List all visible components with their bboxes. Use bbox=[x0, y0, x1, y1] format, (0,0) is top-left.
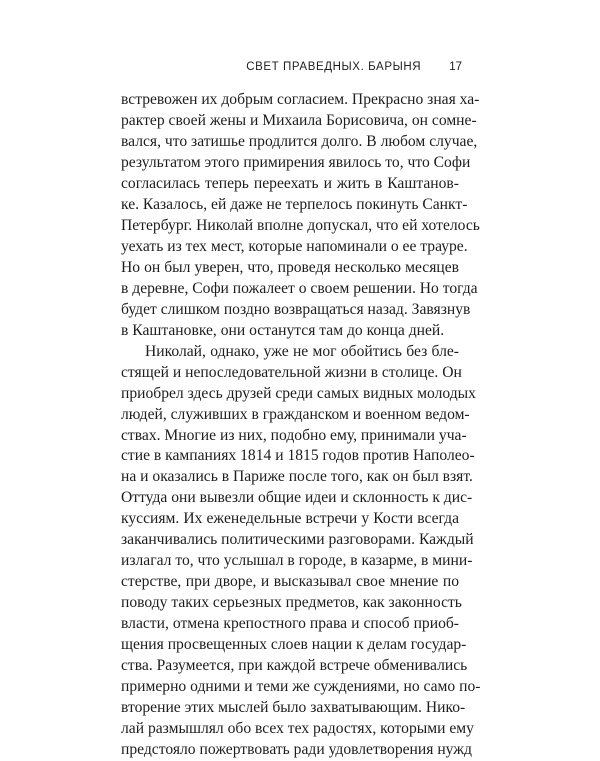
text-line: Николай, однако, уже не мог обойтись без бле- bbox=[145, 342, 459, 360]
text-line: согласилась теперь переехать и жить в Каштанов- bbox=[121, 174, 459, 192]
text-line: излагал то, что услышал в городе, в казарме, в мини- bbox=[121, 552, 473, 570]
text-line: Оттуда они вывезли общие идеи и склонность к дис- bbox=[121, 489, 473, 507]
text-line: рактер своей жены и Михаила Борисовича, он сомне- bbox=[121, 111, 477, 129]
text-line: власти, отмена крепостного права и способ приоб- bbox=[121, 615, 459, 633]
text-line: будет слишком поздно возвращаться назад. Завязнув bbox=[121, 300, 471, 318]
text-line: заканчивались политическими разговорами. Каждый bbox=[121, 531, 474, 549]
text-line: куссиям. Их еженедельные встречи у Кости всегда bbox=[121, 510, 459, 528]
text-line: уехать из тех мест, которые напоминали о ее трауре. bbox=[121, 237, 468, 255]
text-line: стие в кампаниях 1814 и 1815 годов против Наполео- bbox=[121, 447, 475, 465]
text-line: вторение этих мыслей было захватывающим. Нико- bbox=[121, 699, 466, 717]
text-line: щения просвещенных слоев нации к делам государ- bbox=[121, 636, 467, 654]
text-line: ке. Казалось, ей даже не терпелось покинуть Санкт- bbox=[121, 195, 468, 213]
text-line: вался, что затишье продлится долго. В любом случае, bbox=[121, 132, 478, 150]
running-title: СВЕТ ПРАВЕДНЫХ. БАРЫНЯ bbox=[246, 61, 422, 73]
text-line: Но он был уверен, что, проведя несколько месяцев bbox=[121, 258, 459, 276]
page-number: 17 bbox=[449, 61, 462, 73]
running-head bbox=[246, 59, 462, 75]
body-text bbox=[121, 90, 481, 761]
text-line: предстояло пожертвовать ради удовлетворения нужд bbox=[121, 741, 472, 759]
paragraph-1 bbox=[121, 90, 480, 342]
text-line: стерстве, при дворе, и высказывал свое мнение по bbox=[121, 573, 459, 591]
text-line: ствах. Многие из них, подобно ему, принимали уча- bbox=[121, 426, 467, 444]
text-line: ства. Разумеется, при каждой встрече обменивались bbox=[121, 657, 468, 675]
text-line: лай размышлял обо всех тех радостях, которыми ему bbox=[121, 720, 474, 738]
text-line: стящей и непоследовательной жизни в столице. Он bbox=[121, 363, 462, 381]
text-line: встревожен их добрым согласием. Прекрасно зная ха- bbox=[121, 91, 480, 108]
text-line: поводу таких серьезных предметов, как законность bbox=[121, 594, 462, 612]
text-line: людей, служивших в гражданском и военном ведом- bbox=[121, 405, 470, 423]
text-line: примерно одними и теми же суждениями, но само по- bbox=[121, 678, 481, 696]
text-line: результатом этого примирения явилось то, что Софи bbox=[121, 153, 471, 171]
text-line: приобрел здесь друзей среди самых видных молодых bbox=[121, 384, 476, 402]
text-line: в Каштановке, они останутся там до конца дней. bbox=[121, 321, 445, 339]
text-line: на и оказались в Париже после того, как он был взят. bbox=[121, 468, 473, 486]
text-line: Петербург. Николай вполне допускал, что ей хотелось bbox=[121, 216, 480, 234]
text-line: в деревне, Софи пожалеет о своем решении. Но тогда bbox=[121, 279, 478, 297]
paragraph-2 bbox=[121, 342, 481, 761]
